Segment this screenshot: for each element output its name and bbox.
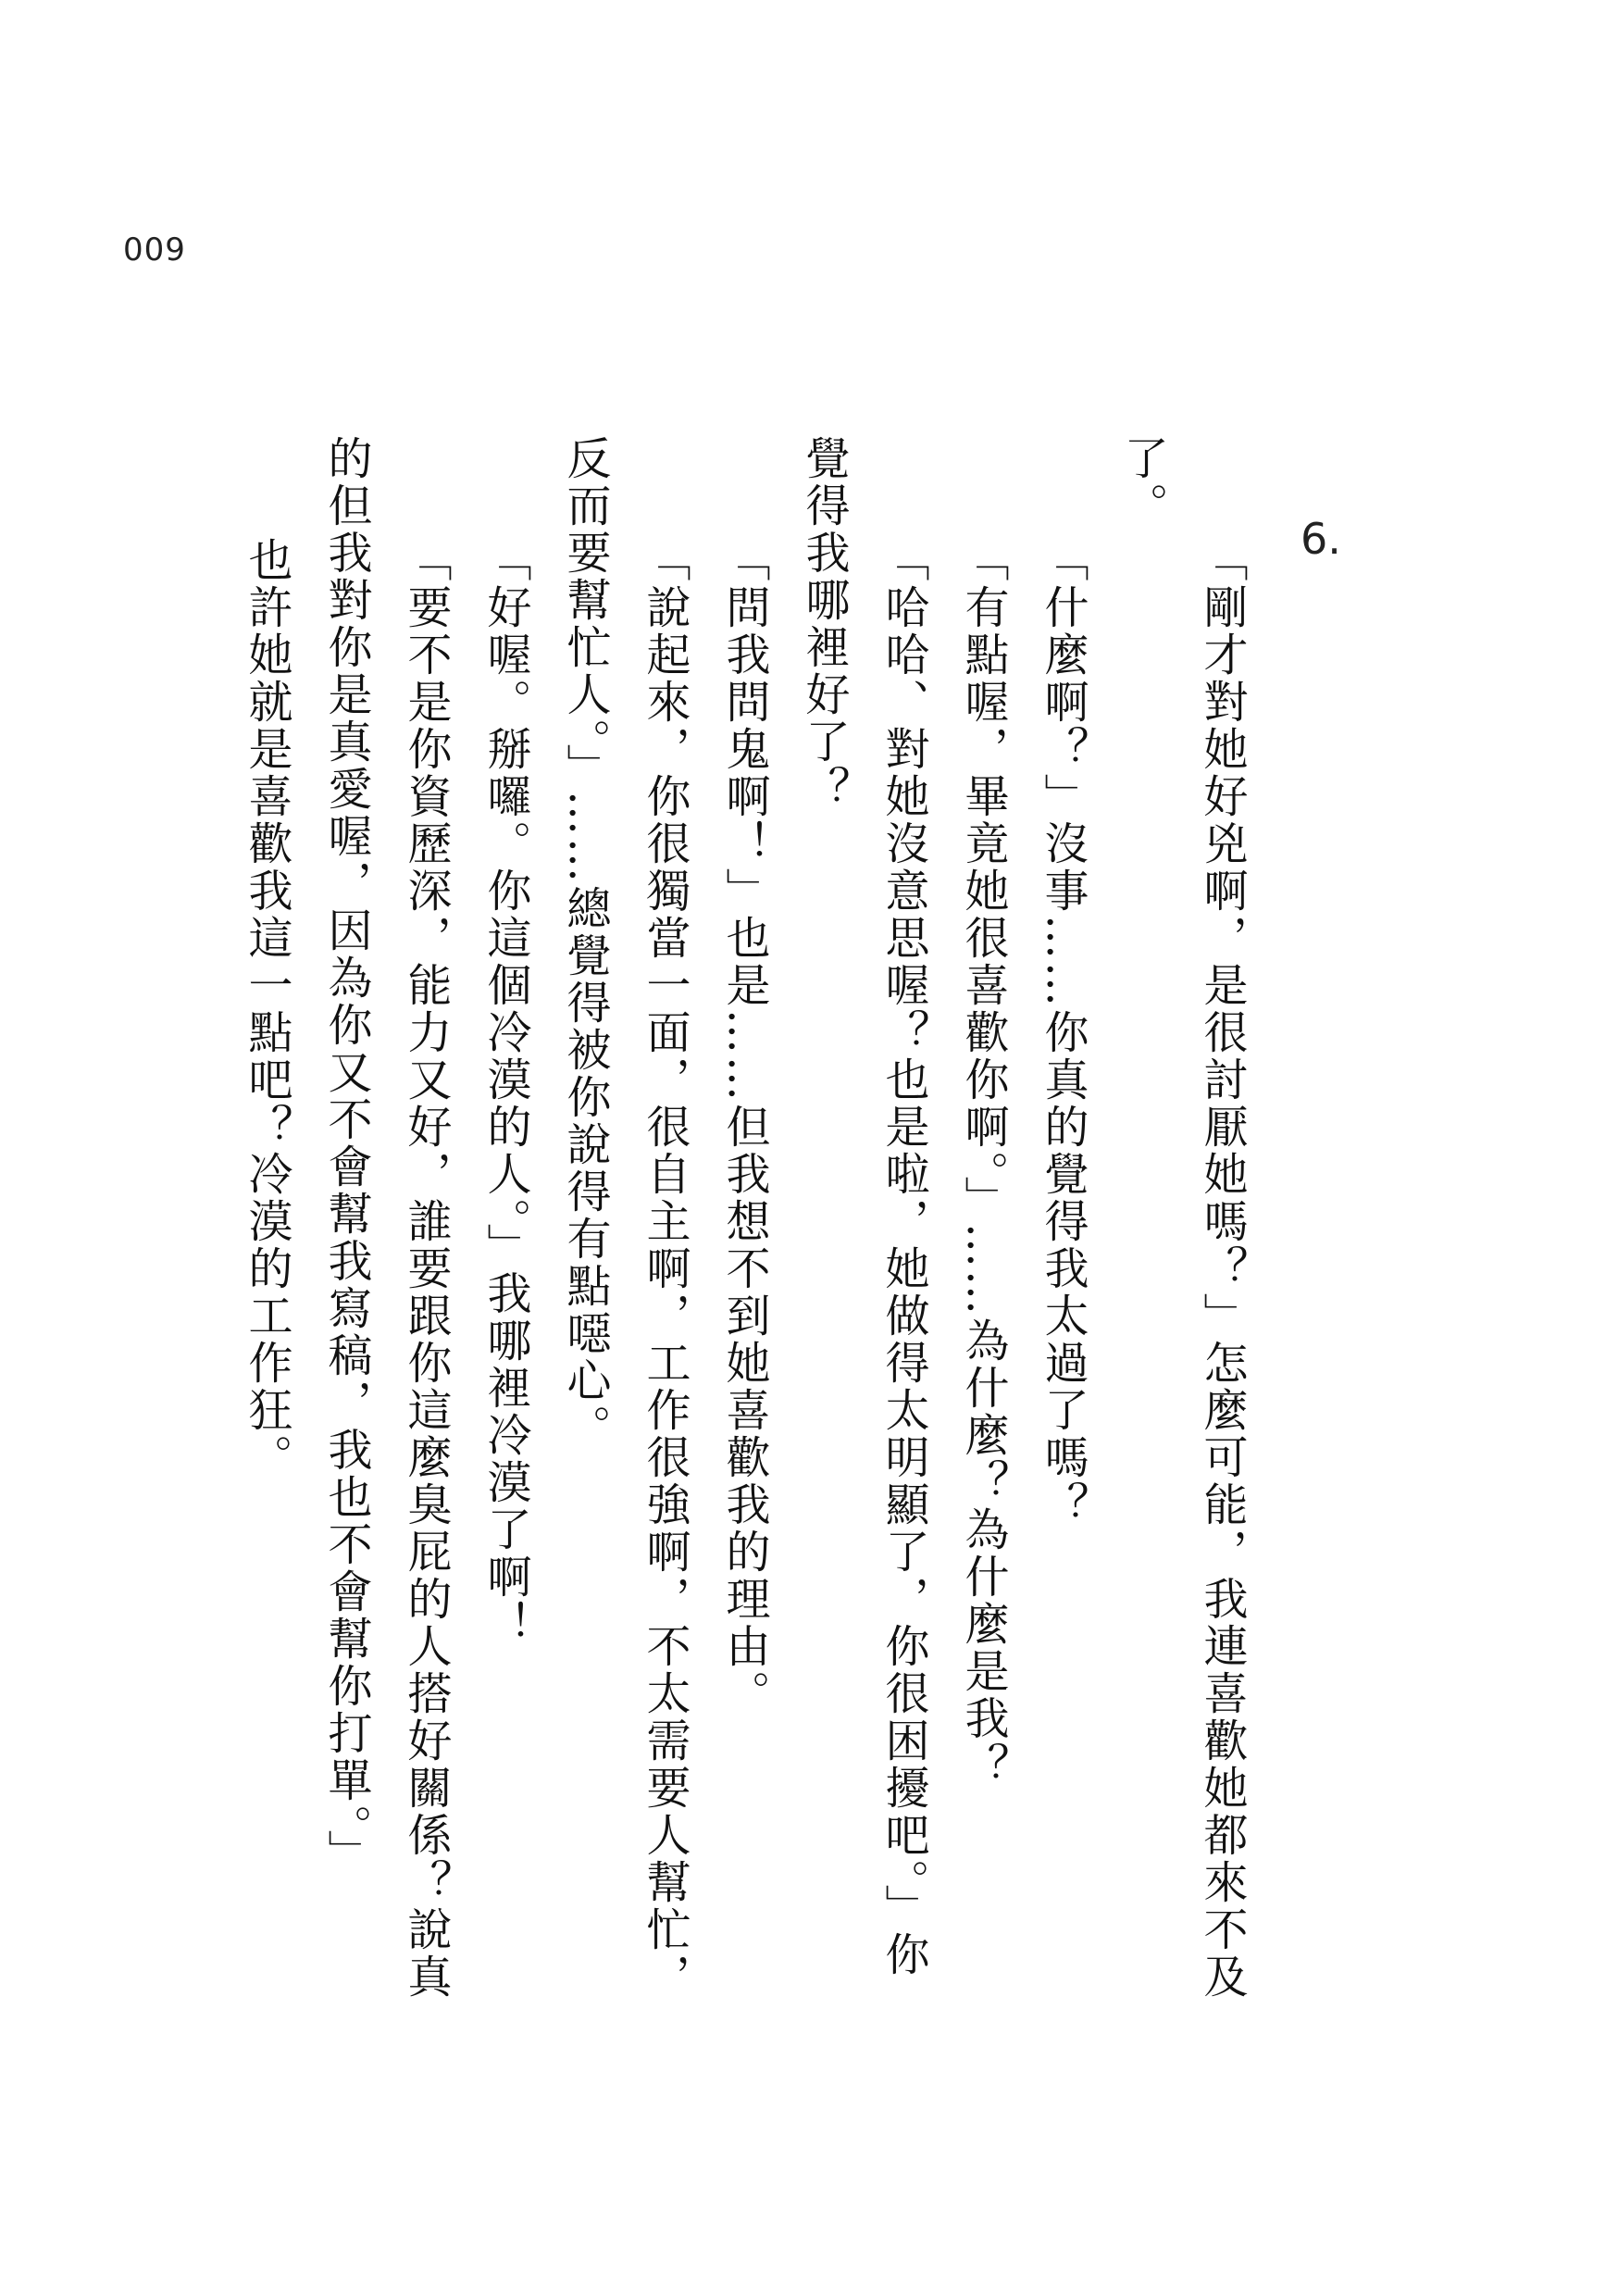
text-column-8: 「說起來，你很獨當一面，很自主啊，工作很強啊，不太需要人幫忙，: [639, 537, 691, 2001]
page-number: 009: [123, 231, 186, 268]
text-column-13: 也許她就是喜歡我這一點吧？冷漠的工作狂。: [241, 537, 292, 1481]
text-column-10: 「好喔。掰囉。你這個冷漠的人。」我哪裡冷漠了啊！: [479, 537, 531, 1648]
text-column-1: 「剛才對她好兇啊，是很討厭她嗎？」怎麼可能，我連喜歡她都來不及: [1196, 537, 1248, 2001]
text-column-6: 覺得我哪裡好了？: [798, 435, 850, 813]
text-column-3: 「什麼啊？」沒事……你真的覺得我太過了嗎？: [1037, 537, 1089, 1529]
text-column-9: 反而要幫忙人。」……總覺得被你說得有點噁心。: [559, 435, 611, 1452]
text-column-7: 「問我問鬼啊！」也是……但我想不到她喜歡我的理由。: [718, 537, 770, 1717]
text-column-2: 了。: [1116, 435, 1168, 530]
text-column-4: 「有點喔，畢竟她很喜歡你啊。」……為什麼？為什麼是我？: [957, 537, 1009, 1790]
chapter-number: 6.: [1301, 514, 1341, 564]
text-column-5: 「哈哈、對她沒意思喔？也是啦，她做得太明顯了，你很困擾吧。」你: [877, 537, 929, 1978]
text-column-11: 「要不是你資歷深，能力又好，誰要跟你這麼臭屁的人搭好關係？說真: [400, 537, 452, 2001]
text-column-12: 的但我對你是真愛喔，因為你又不會幫我寫稿，我也不會幫你打單。」: [320, 435, 372, 1877]
